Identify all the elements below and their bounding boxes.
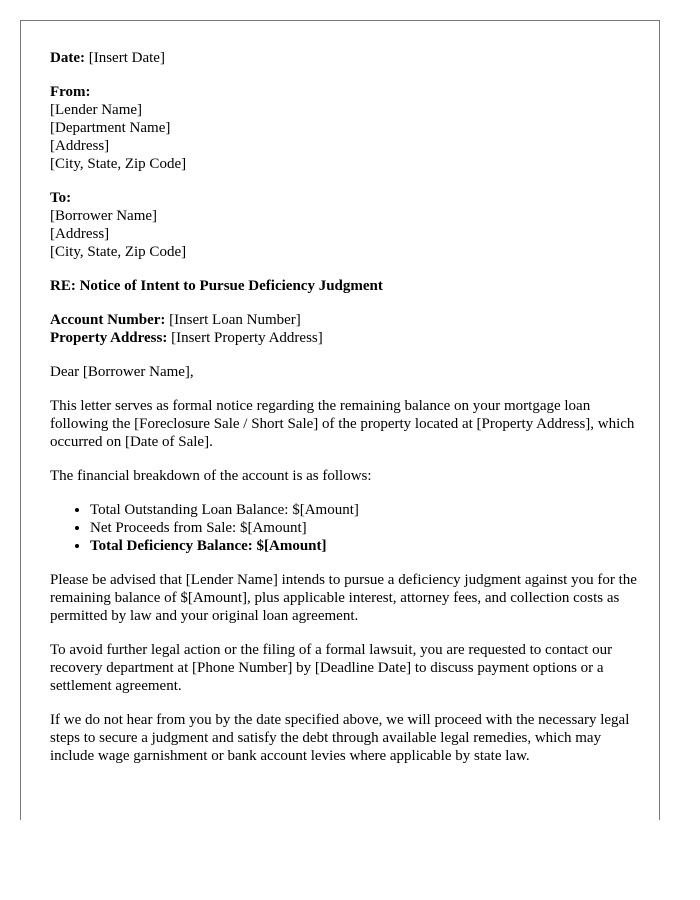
from-label: From: xyxy=(50,84,91,100)
to-block xyxy=(50,189,640,261)
property-address-value: [Insert Property Address] xyxy=(171,330,323,346)
advisory-paragraph: Please be advised that [Lender Name] intends to pursue a deficiency judgment against you for the remaining balance of $[Amount], plus applicable interest, attorney fees, and collection costs as permitted by law and your original loan agreement. xyxy=(50,572,637,624)
from-lender-name: [Lender Name] xyxy=(50,102,143,118)
letter-content xyxy=(50,49,640,781)
account-block xyxy=(50,311,640,347)
property-address-label: Property Address: xyxy=(50,330,168,346)
date-label: Date: xyxy=(50,50,85,66)
date-value: [Insert Date] xyxy=(88,50,165,66)
to-address: [Address] xyxy=(50,226,110,242)
to-borrower-name: [Borrower Name] xyxy=(50,208,158,224)
date-block xyxy=(50,49,640,67)
from-block xyxy=(50,83,640,173)
list-item-outstanding-balance: • Total Outstanding Loan Balance: $[Amount] xyxy=(90,501,640,519)
from-department-name: [Department Name] xyxy=(50,120,171,136)
contact-paragraph: To avoid further legal action or the filing of a formal lawsuit, you are requested to contact our recovery department at [Phone Number] by [Deadline Date] to discuss payment options or a settlement agreement. xyxy=(50,642,613,694)
notice-paragraph: This letter serves as formal notice regarding the remaining balance on your mortgage loan following the [Foreclosure Sale / Short Sale] of the property located at [Property Address], which occurred on [Date of Sale]. xyxy=(50,398,635,450)
breakdown-intro: The financial breakdown of the account is as follows: xyxy=(50,468,372,484)
salutation: Dear [Borrower Name], xyxy=(50,364,194,380)
account-number-label: Account Number: xyxy=(50,312,166,328)
to-label: To: xyxy=(50,190,72,206)
account-number-value: [Insert Loan Number] xyxy=(169,312,301,328)
from-city-state-zip: [City, State, Zip Code] xyxy=(50,156,187,172)
list-item-net-proceeds: • Net Proceeds from Sale: $[Amount] xyxy=(90,519,640,537)
to-city-state-zip: [City, State, Zip Code] xyxy=(50,244,187,260)
consequence-paragraph: If we do not hear from you by the date specified above, we will proceed with the necessary legal steps to secure a judgment and satisfy the debt through available legal remedies, which may include wage garnishment or bank account levies where applicable by state law. xyxy=(50,712,630,764)
letter-page xyxy=(20,20,660,820)
re-line: RE: Notice of Intent to Pursue Deficiency Judgment xyxy=(50,278,383,294)
from-address: [Address] xyxy=(50,138,110,154)
list-item-deficiency-balance: • Total Deficiency Balance: $[Amount] xyxy=(90,537,640,555)
breakdown-list xyxy=(50,501,640,555)
